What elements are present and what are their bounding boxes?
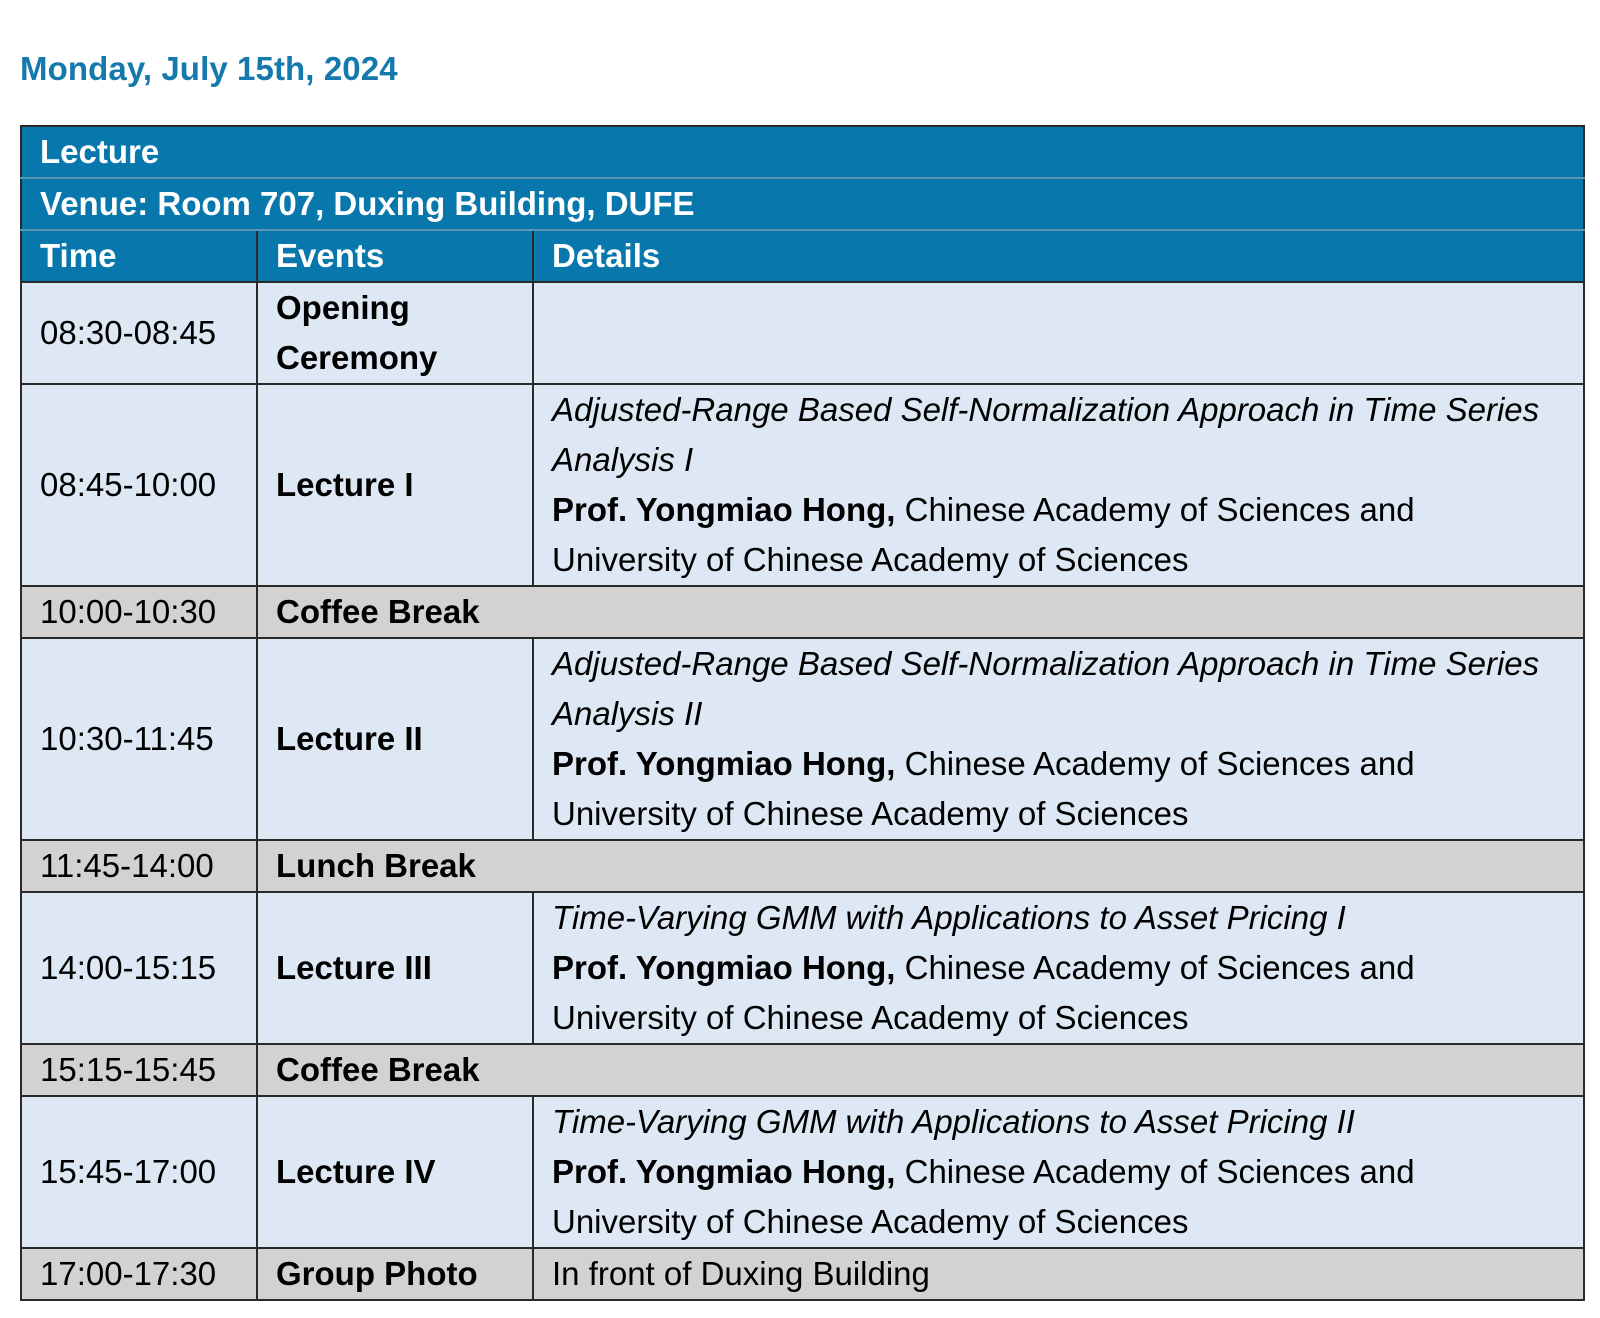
venue-label: Venue: Room 707, Duxing Building, DUFE [21,178,1584,230]
details-cell [533,1096,1584,1248]
details-cell [533,282,1584,384]
table-row [21,1096,1584,1248]
time-cell: 15:15-15:45 [21,1044,257,1096]
event-cell: Coffee Break [257,1044,1584,1096]
speaker-name: Prof. Yongmiao Hong, [552,949,896,986]
time-cell: 17:00-17:30 [21,1248,257,1300]
details-cell: In front of Duxing Building [533,1248,1584,1300]
details-cell [533,638,1584,840]
event-cell: Lecture III [257,892,533,1044]
table-row [21,384,1584,586]
table-row [21,892,1584,1044]
column-header-row [21,230,1584,282]
schedule-table [20,125,1585,1301]
schedule-date-heading: Monday, July 15th, 2024 [20,50,398,87]
table-title-row [21,126,1584,178]
details-cell [533,892,1584,1044]
event-cell: Opening Ceremony [257,282,533,384]
details-cell [533,384,1584,586]
table-row [21,282,1584,384]
time-cell: 08:30-08:45 [21,282,257,384]
speaker-line [552,485,1565,585]
column-header-events: Events [257,230,533,282]
speaker-affiliation: Chinese Academy of Sciences and University of Chinese Academy of Sciences [552,491,1415,578]
venue-row [21,178,1584,230]
column-header-details: Details [533,230,1584,282]
speaker-name: Prof. Yongmiao Hong, [552,1153,896,1190]
time-cell: 15:45-17:00 [21,1096,257,1248]
speaker-name: Prof. Yongmiao Hong, [552,491,896,528]
event-cell: Coffee Break [257,586,1584,638]
event-cell: Lunch Break [257,840,1584,892]
talk-title: Adjusted-Range Based Self-Normalization Approach in Time Series Analysis II [552,645,1540,732]
table-row [21,1044,1584,1096]
talk-title: Time-Varying GMM with Applications to Asset Pricing II [552,1103,1355,1140]
event-cell: Lecture I [257,384,533,586]
talk-title: Adjusted-Range Based Self-Normalization Approach in Time Series Analysis I [552,391,1540,478]
speaker-affiliation: Chinese Academy of Sciences and University of Chinese Academy of Sciences [552,949,1415,1036]
column-header-time: Time [21,230,257,282]
table-row [21,1248,1584,1300]
time-cell: 10:00-10:30 [21,586,257,638]
event-cell: Lecture II [257,638,533,840]
speaker-line [552,739,1565,839]
speaker-affiliation: Chinese Academy of Sciences and University of Chinese Academy of Sciences [552,745,1415,832]
speaker-line [552,1147,1565,1247]
time-cell: 11:45-14:00 [21,840,257,892]
event-cell: Group Photo [257,1248,533,1300]
event-cell: Lecture IV [257,1096,533,1248]
speaker-name: Prof. Yongmiao Hong, [552,745,896,782]
speaker-affiliation: Chinese Academy of Sciences and University of Chinese Academy of Sciences [552,1153,1415,1240]
time-cell: 14:00-15:15 [21,892,257,1044]
table-title: Lecture [21,126,1584,178]
talk-title: Time-Varying GMM with Applications to Asset Pricing I [552,899,1346,936]
speaker-line [552,943,1565,1043]
time-cell: 10:30-11:45 [21,638,257,840]
time-cell: 08:45-10:00 [21,384,257,586]
table-row [21,638,1584,840]
table-row [21,840,1584,892]
table-row [21,586,1584,638]
